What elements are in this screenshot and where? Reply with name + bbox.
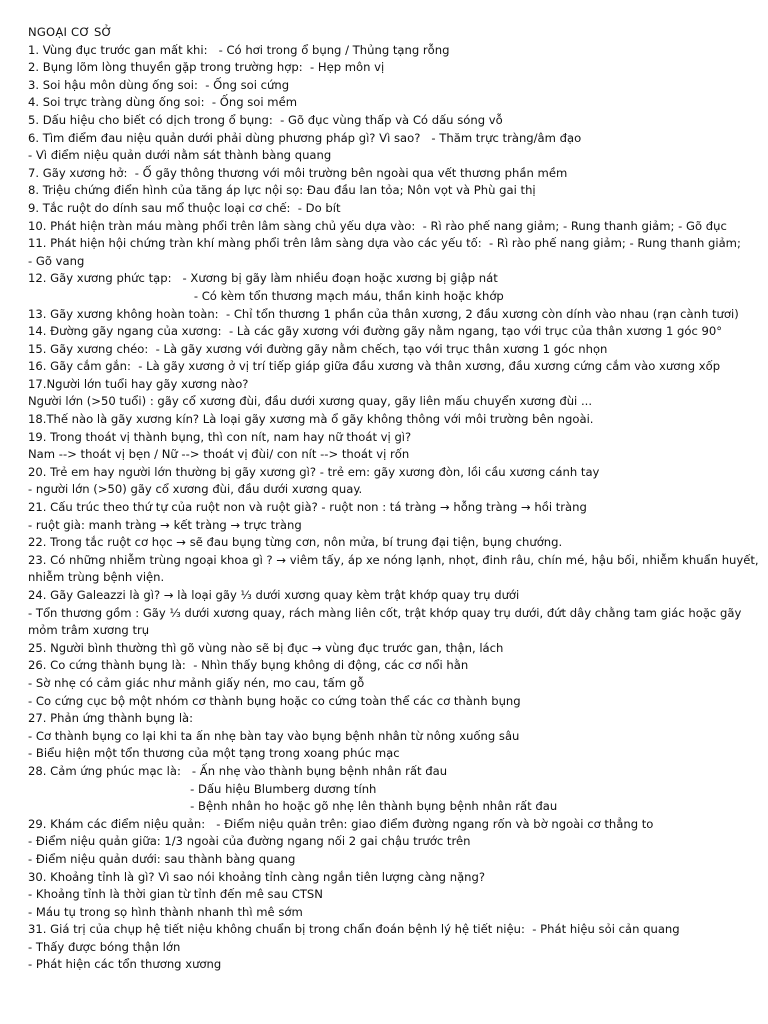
text-line: - Vì điểm niệu quản dưới nằm sát thành bàng quang (28, 148, 332, 163)
text-line: - Máu tụ trong sọ hình thành nhanh thì mê sớm (28, 904, 303, 919)
text-line: - người lớn (>50) gãy cổ xương đùi, đầu dưới xương quay. (28, 482, 363, 497)
text-line: - Tổn thương gồm : Gãy ⅓ dưới xương quay, rách màng liên cốt, trật khớp quay trụ dưới, đứt dây chằng tam giác hoặc gãy mỏm trâm xương trụ (28, 605, 742, 638)
text-line: 12. Gãy xương phức tạp: - Xương bị gãy làm nhiều đoạn hoặc xương bị giập nát (28, 271, 498, 286)
text-line: 22. Trong tắc ruột cơ học → sẽ đau bụng từng cơn, nôn mửa, bí trung đại tiện, bụng chướng. (28, 535, 563, 550)
text-line: 23. Có những nhiễm trùng ngoại khoa gì ? → viêm tấy, áp xe nóng lạnh, nhọt, đinh râu, chín mé, hậu bối, nhiễm khuẩn huyết, nhiễm trùng bệnh viện. (28, 552, 759, 585)
text-line: 7. Gãy xương hở: - Ổ gãy thông thương với môi trường bên ngoài qua vết thương phần mềm (28, 165, 568, 180)
text-line: - Co cứng cục bộ một nhóm cơ thành bụng hoặc co cứng toàn thể các cơ thành bụng (28, 693, 521, 708)
text-line: 30. Khoảng tỉnh là gì? Vì sao nói khoảng tỉnh càng ngắn tiên lượng càng nặng? (28, 869, 486, 884)
text-line: 31. Giá trị của chụp hệ tiết niệu không chuẩn bị trong chẩn đoán bệnh lý hệ tiết niệu: - Phát hiệu sỏi cản quang (28, 922, 680, 937)
text-line: 5. Dấu hiệu cho biết có dịch trong ổ bụng: - Gõ đục vùng thấp và Có dấu sóng vỗ (28, 112, 503, 127)
text-line: 17.Người lớn tuổi hay gãy xương nào? (28, 376, 249, 391)
text-line: - Dấu hiệu Blumberg dương tính (28, 781, 377, 796)
document-page (28, 24, 768, 974)
text-line: Người lớn (>50 tuổi) : gãy cổ xương đùi, đầu dưới xương quay, gãy liên mấu chuyển xương đùi ... (28, 394, 593, 409)
text-line: 13. Gãy xương không hoàn toàn: - Chỉ tổn thương 1 phần của thân xương, 2 đầu xương còn dính vào nhau (rạn cành tươi) (28, 306, 739, 321)
text-line: - Gõ vang (28, 253, 85, 268)
text-line: 15. Gãy xương chéo: - Là gãy xương với đường gãy nằm chếch, tạo với trục thân xương 1 góc nhọn (28, 341, 608, 356)
text-line: 25. Người bình thường thì gõ vùng nào sẽ bị đục → vùng đục trước gan, thận, lách (28, 640, 504, 655)
text-line: 6. Tìm điểm đau niệu quản dưới phải dùng phương pháp gì? Vì sao? - Thăm trực tràng/âm đạo (28, 130, 582, 145)
text-line: 19. Trong thoát vị thành bụng, thì con nít, nam hay nữ thoát vị gì? (28, 429, 412, 444)
text-line: 24. Gãy Galeazzi là gì? → là loại gãy ⅓ dưới xương quay kèm trật khớp quay trụ dưới (28, 588, 520, 602)
text-line: 21. Cấu trúc theo thứ tự của ruột non và ruột già? - ruột non : tá tràng → hỗng tràng → hồi tràng (28, 500, 587, 515)
document-title: NGOẠI CƠ SỞ (28, 25, 113, 39)
text-line: - Bệnh nhân ho hoặc gõ nhẹ lên thành bụng bệnh nhân rất đau (28, 799, 558, 814)
text-line: 28. Cảm ứng phúc mạc là: - Ấn nhẹ vào thành bụng bệnh nhân rất đau (28, 763, 448, 778)
text-line: - Khoảng tỉnh là thời gian từ tỉnh đến mê sau CTSN (28, 887, 323, 902)
text-line: 11. Phát hiện hội chứng tràn khí màng phổi trên lâm sàng dựa vào các yếu tố: - Rì rào phế nang giảm; - Rung thanh giảm; (28, 236, 741, 251)
text-line: - Biểu hiện một tổn thương của một tạng trong xoang phúc mạc (28, 746, 400, 761)
text-line: 4. Soi trực tràng dùng ống soi: - Ống soi mềm (28, 95, 297, 110)
text-line: 27. Phản ứng thành bụng là: (28, 711, 194, 726)
text-line: - Phát hiện các tổn thương xương (28, 957, 222, 972)
text-line: Nam --> thoát vị bẹn / Nữ --> thoát vị đùi/ con nít --> thoát vị rốn (28, 447, 410, 462)
text-line: 10. Phát hiện tràn máu màng phổi trên lâm sàng chủ yếu dựa vào: - Rì rào phế nang giảm; - Rung thanh giảm; - Gõ đục (28, 218, 727, 233)
text-line: 18.Thế nào là gãy xương kín? Là loại gãy xương mà ổ gãy không thông với môi trường bên ngoài. (28, 412, 594, 427)
text-line: 1. Vùng đục trước gan mất khi: - Có hơi trong ổ bụng / Thủng tạng rỗng (28, 42, 450, 57)
text-line: 26. Co cứng thành bụng là: - Nhìn thấy bụng không di động, các cơ nổi hằn (28, 658, 469, 673)
text-line: - Điểm niệu quản dưới: sau thành bàng quang (28, 851, 296, 866)
text-line: - Thấy được bóng thận lớn (28, 939, 181, 954)
text-line: 2. Bụng lõm lòng thuyền gặp trong trường hợp: - Hẹp môn vị (28, 60, 385, 75)
text-line: 14. Đường gãy ngang của xương: - Là các gãy xương với đường gãy nằm ngang, tạo với trục của thân xương 1 góc 90° (28, 324, 723, 339)
text-line: - Cơ thành bụng co lại khi ta ấn nhẹ bàn tay vào bụng bệnh nhân từ nông xuống sâu (28, 728, 520, 743)
text-line: 29. Khám các điểm niệu quản: - Điểm niệu quản trên: giao điểm đường ngang rốn và bờ ngoài cơ thẳng to (28, 816, 654, 831)
text-line: - ruột già: manh tràng → kết tràng → trực tràng (28, 517, 302, 532)
text-line: 3. Soi hậu môn dùng ống soi: - Ống soi cứng (28, 77, 290, 92)
text-line: - Có kèm tổn thương mạch máu, thần kinh hoặc khớp (28, 288, 504, 303)
text-line: 9. Tắc ruột do dính sau mổ thuộc loại cơ chế: - Do bít (28, 200, 341, 215)
text-line: - Điểm niệu quản giữa: 1/3 ngoài của đường ngang nối 2 gai chậu trước trên (28, 834, 471, 849)
text-line: - Sờ nhẹ có cảm giác như mảnh giấy nén, mo cau, tấm gỗ (28, 675, 365, 690)
text-line: 20. Trẻ em hay người lớn thường bị gãy xương gì? - trẻ em: gãy xương đòn, lồi cầu xương cánh tay (28, 464, 600, 479)
text-line: 16. Gãy cắm gắn: - Là gãy xương ở vị trí tiếp giáp giữa đầu xương và thân xương, đầu xương cứng cắm vào xương xốp (28, 359, 721, 374)
text-line: 8. Triệu chứng điển hình của tăng áp lực nội sọ: Đau đầu lan tỏa; Nôn vọt và Phù gai thị (28, 183, 536, 198)
